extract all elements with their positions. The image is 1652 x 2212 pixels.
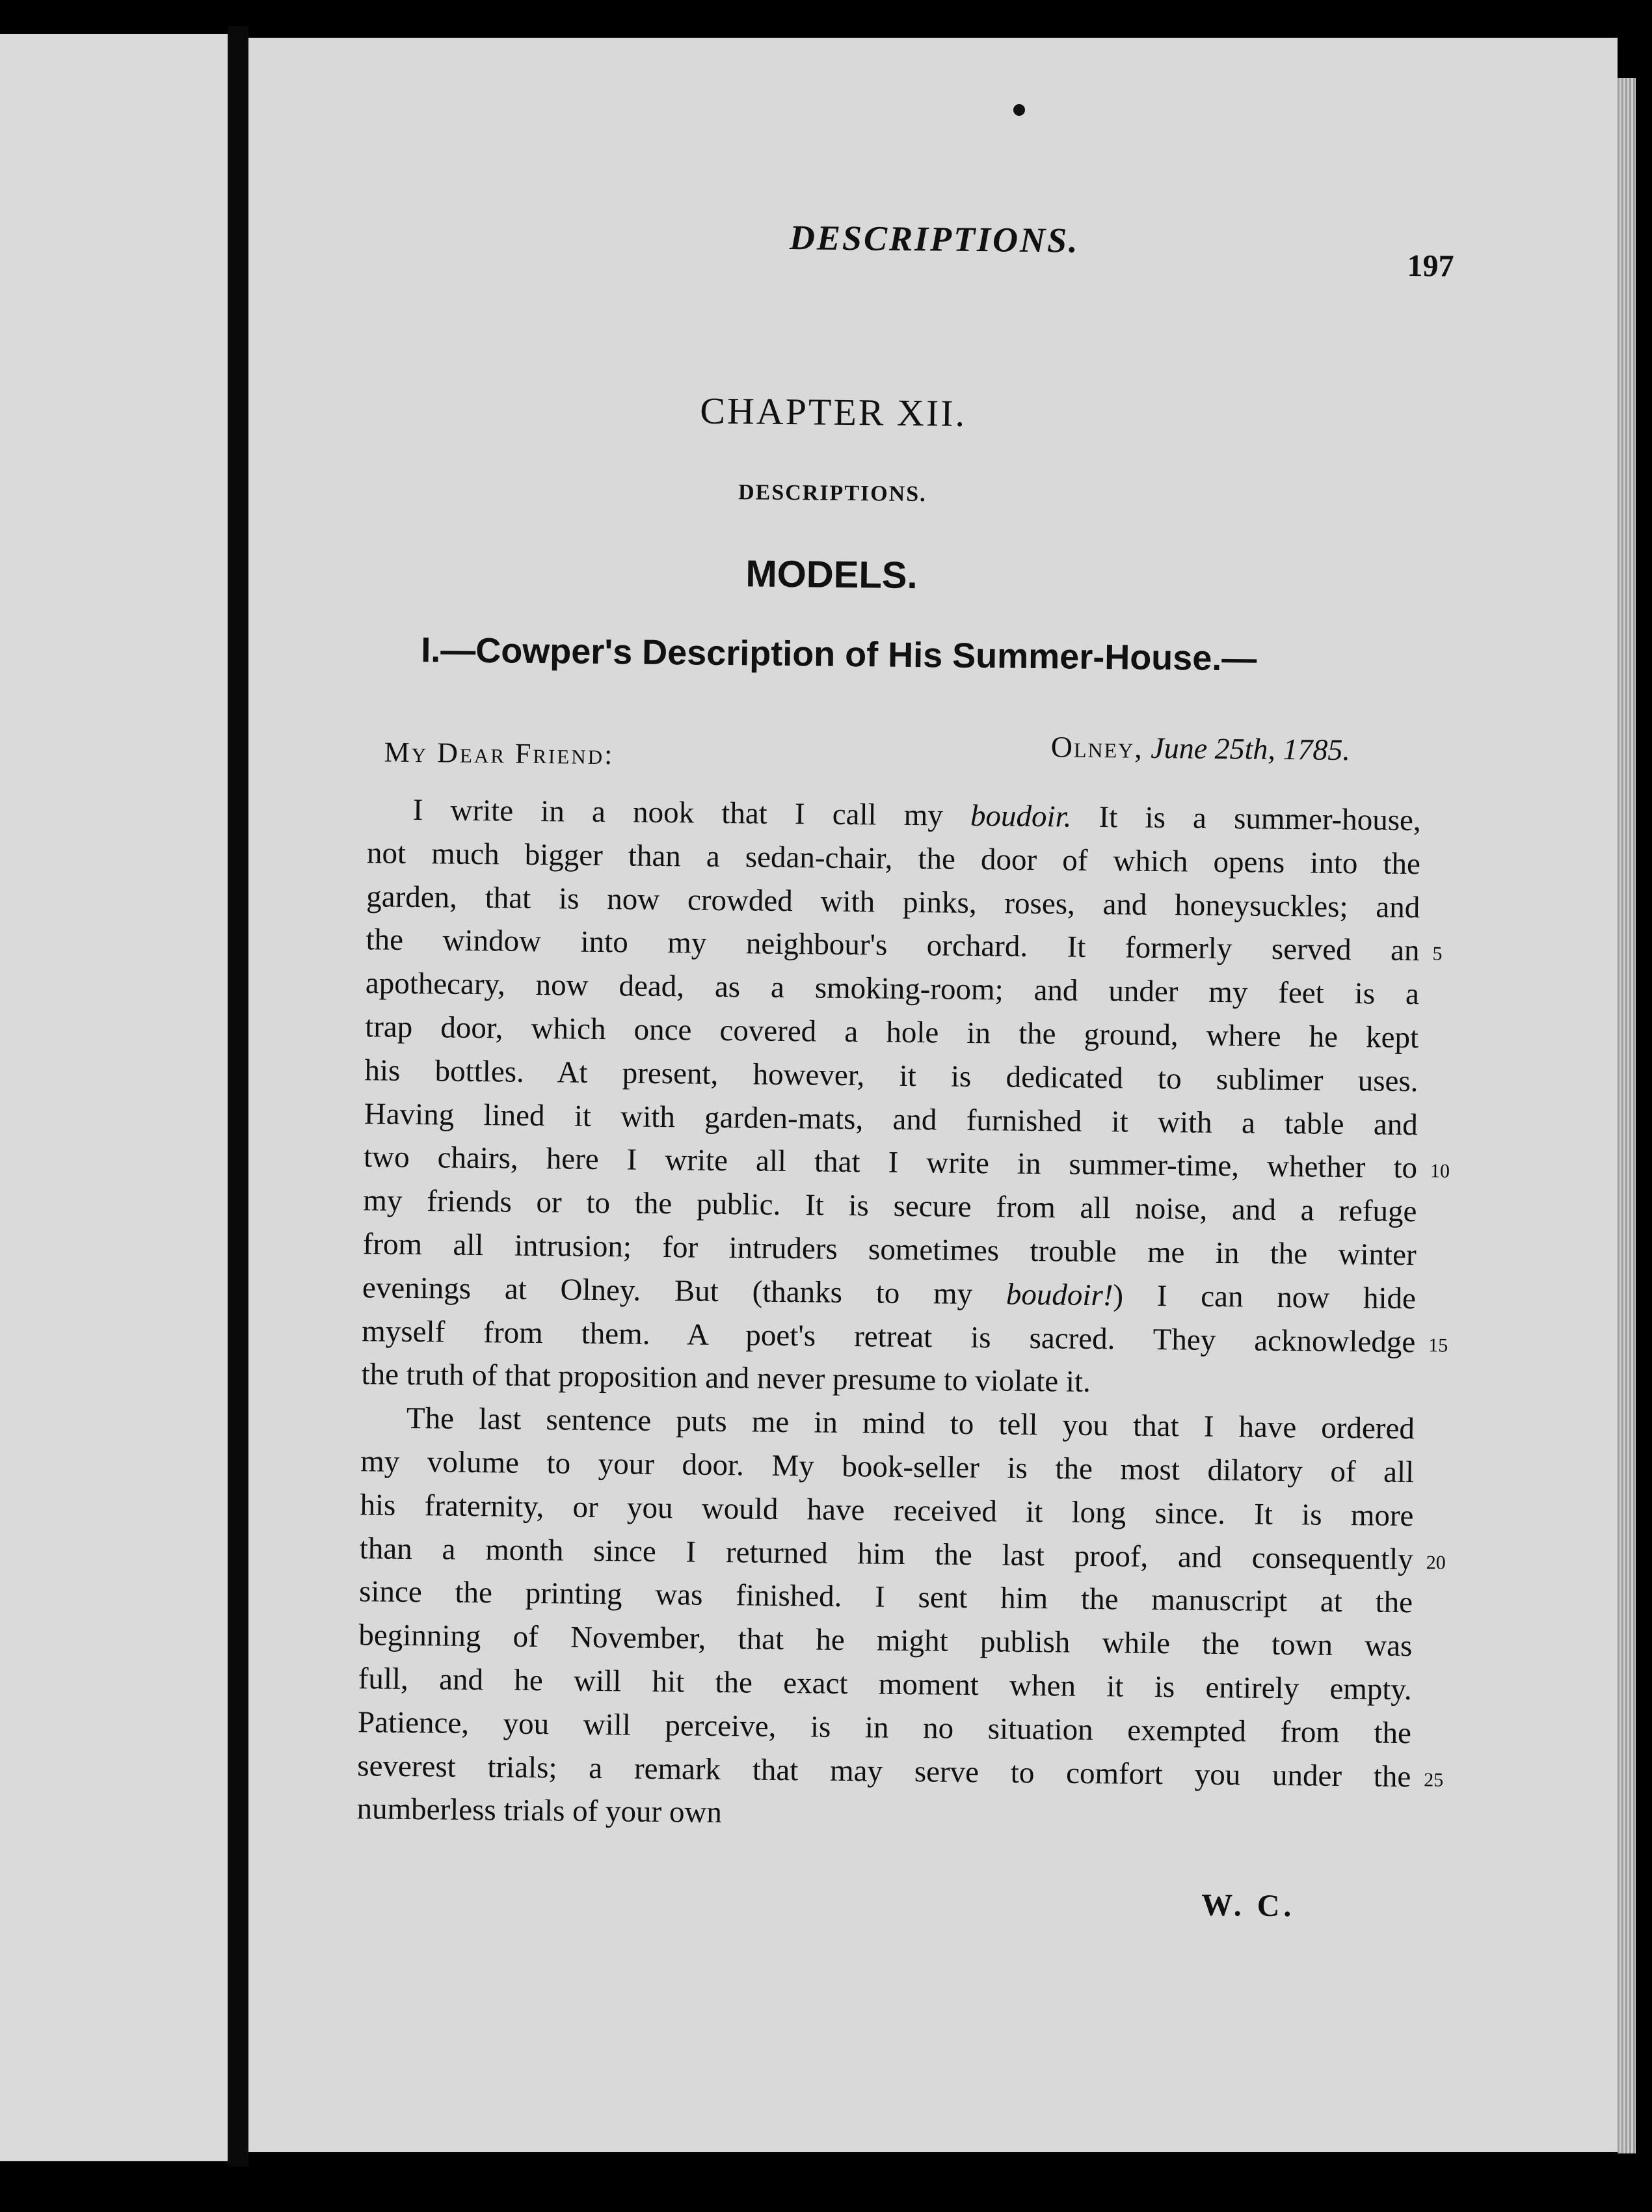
line-text: the window into my neighbour's orchard. It formerly served an — [366, 923, 1420, 968]
line-text: apothecary, now dead, as a smoking-room; and under my feet is a — [365, 966, 1420, 1012]
chapter-title: CHAPTER XII. — [699, 389, 967, 435]
line-text: The last sentence puts me in mind to tell you that I have ordered — [406, 1401, 1415, 1446]
line-text: my friends or to the public. It is secure from all noise, and a refuge — [363, 1183, 1417, 1229]
margin-line-number: 5 — [1432, 943, 1443, 965]
line-text: than a month since I returned him the last proof, and consequently — [359, 1531, 1414, 1576]
text-line — [360, 1529, 1414, 1579]
item-heading: I.—Cowper's Description of His Summer-House.— — [420, 630, 1257, 679]
text-line — [362, 1224, 1417, 1275]
line-text: beginning of November, that he might publish while the town was — [358, 1618, 1413, 1664]
text-line — [360, 1442, 1415, 1492]
line-text: I write in a nook that I call my — [412, 793, 971, 833]
line-text: severest trials; a remark that may serve to comfort you under the — [357, 1748, 1411, 1794]
line-text: It is a summer-house, — [1071, 800, 1421, 838]
line-text: his bottles. At present, however, it is dedicated to sublimer uses. — [364, 1053, 1419, 1099]
margin-line-number: 25 — [1424, 1768, 1444, 1791]
text-line — [358, 1703, 1412, 1753]
margin-line-number: 15 — [1428, 1334, 1448, 1356]
text-line — [366, 964, 1420, 1014]
text-line — [362, 1312, 1416, 1362]
text-line — [358, 1659, 1412, 1709]
line-text: garden, that is now crowded with pinks, roses, and honeysuckles; and — [366, 879, 1420, 924]
salutation: My Dear Friend: — [384, 736, 615, 771]
text-line — [366, 877, 1420, 927]
running-head: DESCRIPTIONS. — [789, 218, 1080, 260]
section-label: DESCRIPTIONS. — [738, 480, 927, 507]
italic-word: boudoir. — [970, 798, 1072, 834]
text-line — [367, 833, 1421, 883]
line-text: full, and he will hit the exact moment when it is entirely empty. — [358, 1662, 1412, 1707]
line-text: my volume to your door. My book-seller is the most dilatory of all — [360, 1444, 1415, 1490]
text-line — [364, 1138, 1418, 1188]
text-line — [362, 1268, 1417, 1318]
models-heading: MODELS. — [745, 552, 918, 597]
text-line — [359, 1572, 1413, 1623]
dateline-date: June 25th, 1785. — [1151, 731, 1351, 767]
text-line — [358, 1615, 1413, 1666]
margin-line-number: 20 — [1426, 1551, 1446, 1574]
dateline — [1051, 729, 1351, 767]
page-number: 197 — [1407, 248, 1454, 284]
text-line — [361, 1398, 1415, 1448]
text-line — [363, 1181, 1417, 1231]
signature: W. C. — [1201, 1887, 1296, 1924]
line-text: his fraternity, or you would have received it long since. It is more — [360, 1488, 1414, 1533]
dateline-place: Olney, — [1050, 730, 1144, 764]
text-line — [365, 1007, 1419, 1057]
italic-word: boudoir! — [1006, 1277, 1113, 1313]
line-text: ) I can now hide — [1113, 1278, 1417, 1315]
text-line — [364, 1094, 1419, 1144]
text-line — [364, 1051, 1419, 1101]
line-text: myself from them. A poet's retreat is sacred. They acknowledge — [362, 1314, 1416, 1359]
text-line — [356, 1790, 1411, 1840]
line-text: numberless trials of your own — [356, 1792, 723, 1830]
line-text: two chairs, here I write all that I write in summer-time, whether to — [363, 1140, 1418, 1185]
line-text: evenings at Olney. But (thanks to my — [362, 1271, 1007, 1312]
line-text: since the printing was finished. I sent him the manuscript at the — [358, 1574, 1413, 1620]
line-text: Having lined it with garden-mats, and furnished it with a table and — [364, 1096, 1419, 1142]
margin-line-number: 10 — [1430, 1160, 1450, 1183]
text-line — [367, 790, 1421, 840]
line-text: the truth of that proposition and never presume to violate it. — [361, 1357, 1091, 1399]
text-line — [361, 1355, 1415, 1405]
line-text: trap door, which once covered a hole in the ground, where he kept — [364, 1010, 1419, 1055]
text-line — [366, 921, 1420, 971]
line-text: from all intrusion; for intruders sometimes trouble me in the winter — [362, 1227, 1417, 1273]
text-line — [357, 1746, 1411, 1796]
text-line — [360, 1485, 1414, 1535]
line-text: not much bigger than a sedan-chair, the door of which opens into the — [366, 836, 1421, 882]
line-text: Patience, you will perceive, is in no situation exempted from the — [357, 1705, 1412, 1750]
